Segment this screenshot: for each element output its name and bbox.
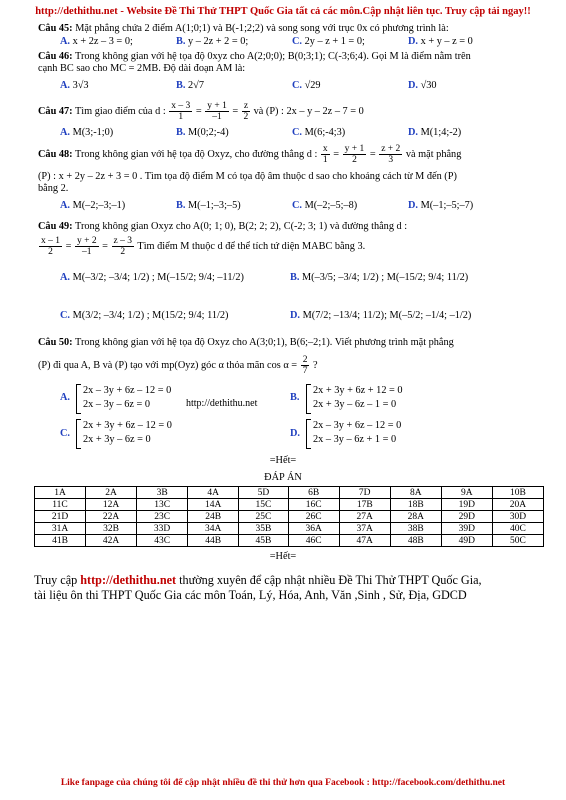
answer-cell: 9A bbox=[441, 487, 492, 499]
q48-opt-c: C. M(–2;–5;–8) bbox=[292, 200, 358, 211]
q47-frac-z: $\frac{z}{2}$ bbox=[243, 101, 249, 122]
question-45 bbox=[38, 23, 543, 35]
footer-link[interactable]: http://dethithu.net bbox=[80, 573, 177, 587]
answer-cell: 45B bbox=[239, 535, 288, 547]
answer-cell: 36A bbox=[288, 523, 339, 535]
q48-opt-b: B. M(–1;–3;–5) bbox=[176, 200, 241, 211]
answer-row bbox=[35, 535, 544, 547]
answer-cell: 30D bbox=[492, 511, 543, 523]
answer-cell: 38B bbox=[390, 523, 441, 535]
answer-cell: 15C bbox=[239, 499, 288, 511]
answer-cell: 35B bbox=[239, 523, 288, 535]
question-47: Câu 47: Tìm giao điểm của d : $\frac{x - 3}{1}$ = $\frac{y + 1}{-1}$ = $\frac{z}{2}$ và (P) : 2x – y – 2z – 7 = 0 bbox=[38, 101, 364, 122]
answer-cell: 41B bbox=[35, 535, 86, 547]
answer-row bbox=[35, 487, 544, 499]
answer-cell: 29D bbox=[441, 511, 492, 523]
q48-text-cont: (P) : x + 2y – 2z + 3 = 0 . Tìm tọa độ điểm M có tọa độ âm thuộc d sao cho khoảng cách từ M đến (P) bằng 2. bbox=[38, 171, 457, 194]
answer-cell: 39D bbox=[441, 523, 492, 535]
q49-opt-b: B. M(–3/5; –3/4; 1/2) ; M(–15/2; 9/4; 11/2) bbox=[290, 272, 469, 283]
answers-title: ĐÁP ÁN bbox=[264, 472, 302, 483]
answer-cell: 25C bbox=[239, 511, 288, 523]
answer-cell: 22A bbox=[86, 511, 137, 523]
answer-cell: 26C bbox=[288, 511, 339, 523]
answer-cell: 11C bbox=[35, 499, 86, 511]
answer-row bbox=[35, 523, 544, 535]
answer-row bbox=[35, 499, 544, 511]
page-header: http://dethithu.net - Website Đề Thi Thử THPT Quốc Gia tất cả các môn.Cập nhật liên tục. Truy cập tải ngay!! bbox=[35, 6, 531, 17]
end-marker: =Hết= bbox=[269, 455, 297, 466]
answer-cell: 10B bbox=[492, 487, 543, 499]
answer-cell: 33D bbox=[137, 523, 188, 535]
q45-text: Mặt phẳng chứa 2 điểm A(1;0;1) và B(-1;2;2) và song song với trục 0x có phương trình là: bbox=[75, 23, 449, 34]
q48-opt-d: D. M(–1;–5;–7) bbox=[408, 200, 474, 211]
answer-cell: 12A bbox=[86, 499, 137, 511]
answer-cell: 27A bbox=[339, 511, 390, 523]
answer-row bbox=[35, 511, 544, 523]
answer-cell: 50C bbox=[492, 535, 543, 547]
q50-opt-b: B. bbox=[290, 392, 300, 403]
answer-cell: 19D bbox=[441, 499, 492, 511]
answer-cell: 32B bbox=[86, 523, 137, 535]
answer-cell: 17B bbox=[339, 499, 390, 511]
q50-c-system: 2x + 3y + 6z – 12 = 0 2x + 3y – 6z = 0 bbox=[83, 420, 172, 445]
q47-opt-a: A. M(3;-1;0) bbox=[60, 127, 114, 138]
answer-cell: 4A bbox=[188, 487, 239, 499]
answer-cell: 16C bbox=[288, 499, 339, 511]
footer-promo: Truy cập http://dethithu.net thường xuyên để cập nhật nhiều Đề Thi Thử THPT Quốc Gia, tài liệu ôn thi THPT Quốc Gia các môn Toán, Lý, Hóa, Anh, Văn ,Sinh , Sử, Địa, GDCD bbox=[34, 573, 482, 602]
q50-opt-d: D. bbox=[290, 428, 301, 439]
answer-cell: 23C bbox=[137, 511, 188, 523]
answer-cell: 46C bbox=[288, 535, 339, 547]
q50-d-system: 2x – 3y + 6z – 12 = 0 2x – 3y – 6z + 1 = 0 bbox=[313, 420, 402, 445]
answer-cell: 34A bbox=[188, 523, 239, 535]
answer-cell: 49D bbox=[441, 535, 492, 547]
q46-opt-c: C. √29 bbox=[292, 80, 321, 91]
answer-cell: 47A bbox=[339, 535, 390, 547]
answer-cell: 7D bbox=[339, 487, 390, 499]
answer-cell: 6B bbox=[288, 487, 339, 499]
answer-cell: 3B bbox=[137, 487, 188, 499]
q45-opt-c: C. 2y – z + 1 = 0; bbox=[292, 36, 365, 47]
question-46: Câu 46: Trong không gian với hệ tọa độ 0xyz cho A(2;0;0); B(0;3;1); C(-3;6;4). Gọi M là điểm nằm trên cạnh BC sao cho MC = 2MB. Độ dài đoạn AM là: bbox=[38, 51, 471, 74]
watermark-url[interactable]: http://dethithu.net bbox=[186, 398, 258, 409]
answer-cell: 40C bbox=[492, 523, 543, 535]
answer-cell: 42A bbox=[86, 535, 137, 547]
q50-b-system: 2x + 3y + 6z + 12 = 0 2x + 3y – 6z – 1 = 0 bbox=[313, 385, 403, 410]
q45-number: Câu 45: bbox=[38, 23, 73, 34]
end-marker-2: =Hết= bbox=[269, 551, 297, 562]
answer-cell: 31A bbox=[35, 523, 86, 535]
q49-opt-d: D. M(7/2; –13/4; 11/2); M(–5/2; –1/4; –1/2) bbox=[290, 310, 472, 321]
answer-cell: 20A bbox=[492, 499, 543, 511]
q48-opt-a: A. M(–2;–3;–1) bbox=[60, 200, 126, 211]
answer-cell: 43C bbox=[137, 535, 188, 547]
q46-text: Trong không gian với hệ tọa độ 0xyz cho A(2;0;0); B(0;3;1); C(-3;6;4). Gọi M là điểm nằm trên bbox=[75, 51, 471, 62]
answer-cell: 5D bbox=[239, 487, 288, 499]
answer-cell: 48B bbox=[390, 535, 441, 547]
q49-opt-c: C. M(3/2; –3/4; 1/2) ; M(15/2; 9/4; 11/2) bbox=[60, 310, 229, 321]
q50-d-brace bbox=[306, 419, 311, 449]
q47-opt-d: D. M(1;4;-2) bbox=[408, 127, 462, 138]
q47-opt-c: C. M(6;-4;3) bbox=[292, 127, 346, 138]
answer-cell: 13C bbox=[137, 499, 188, 511]
q49-opt-a: A. M(–3/2; –3/4; 1/2) ; M(–15/2; 9/4; –11/2) bbox=[60, 272, 244, 283]
question-48: Câu 48: Trong không gian với hệ tọa độ Oxyz, cho đường thẳng d : $\frac{x}{1}$ = $\frac{y + 1}{2}$ = $\frac{z + 2}{3}$ và mặt phẳng bbox=[38, 144, 462, 165]
q45-opt-d: D. x + y – z = 0 bbox=[408, 36, 473, 47]
q50-text-cont: (P) đi qua A, B và (P) tạo với mp(Oyz) góc α thỏa mãn cos α = $\frac{2}{7}$ ? bbox=[38, 355, 318, 376]
answer-cell: 1A bbox=[35, 487, 86, 499]
q45-opt-a: A. x + 2z – 3 = 0; bbox=[60, 36, 133, 47]
q45-opt-b: B. y – 2z + 2 = 0; bbox=[176, 36, 249, 47]
q50-c-brace bbox=[76, 419, 81, 449]
q46-opt-b: B. 2√7 bbox=[176, 80, 204, 91]
q47-opt-b: B. M(0;2;-4) bbox=[176, 127, 229, 138]
question-50: Câu 50: Trong không gian với hệ tọa độ Oxyz cho A(3;0;1), B(6;–2;1). Viết phương trình mặt phẳng bbox=[38, 337, 454, 348]
answer-cell: 24B bbox=[188, 511, 239, 523]
q47-frac-x: $\frac{x - 3}{1}$ bbox=[171, 101, 191, 122]
q50-a-brace bbox=[76, 384, 81, 414]
answer-cell: 28A bbox=[390, 511, 441, 523]
q46-opt-d: D. √30 bbox=[408, 80, 437, 91]
answer-cell: 37A bbox=[339, 523, 390, 535]
answer-cell: 8A bbox=[390, 487, 441, 499]
q50-b-brace bbox=[306, 384, 311, 414]
answer-cell: 18B bbox=[390, 499, 441, 511]
answer-cell: 21D bbox=[35, 511, 86, 523]
q50-a-system: 2x – 3y + 6z – 12 = 0 2x – 3y – 6z = 0 bbox=[83, 385, 172, 410]
q49-line-d: $\frac{x - 1}{2}$ = $\frac{y + 2}{-1}$ = $\frac{z - 3}{2}$ Tìm điểm M thuộc d để thể tích tứ diện MABC bằng 3. bbox=[41, 236, 366, 257]
answer-cell: 44B bbox=[188, 535, 239, 547]
q46-opt-a: A. 3√3 bbox=[60, 80, 89, 91]
footer-facebook[interactable]: Like fanpage của chúng tôi để cập nhật nhiều đề thi thử hơn qua Facebook : http://facebook.com/dethithu.net bbox=[60, 778, 506, 788]
answer-cell: 14A bbox=[188, 499, 239, 511]
q47-frac-y: $\frac{y + 1}{-1}$ bbox=[207, 101, 227, 122]
question-49: Câu 49: Trong không gian Oxyz cho A(0; 1; 0), B(2; 2; 2), C(-2; 3; 1) và đường thẳng d : bbox=[38, 221, 408, 232]
q50-opt-c: C. bbox=[60, 428, 71, 439]
q50-opt-a: A. bbox=[60, 392, 71, 403]
answer-table bbox=[34, 486, 544, 547]
answer-cell: 2A bbox=[86, 487, 137, 499]
